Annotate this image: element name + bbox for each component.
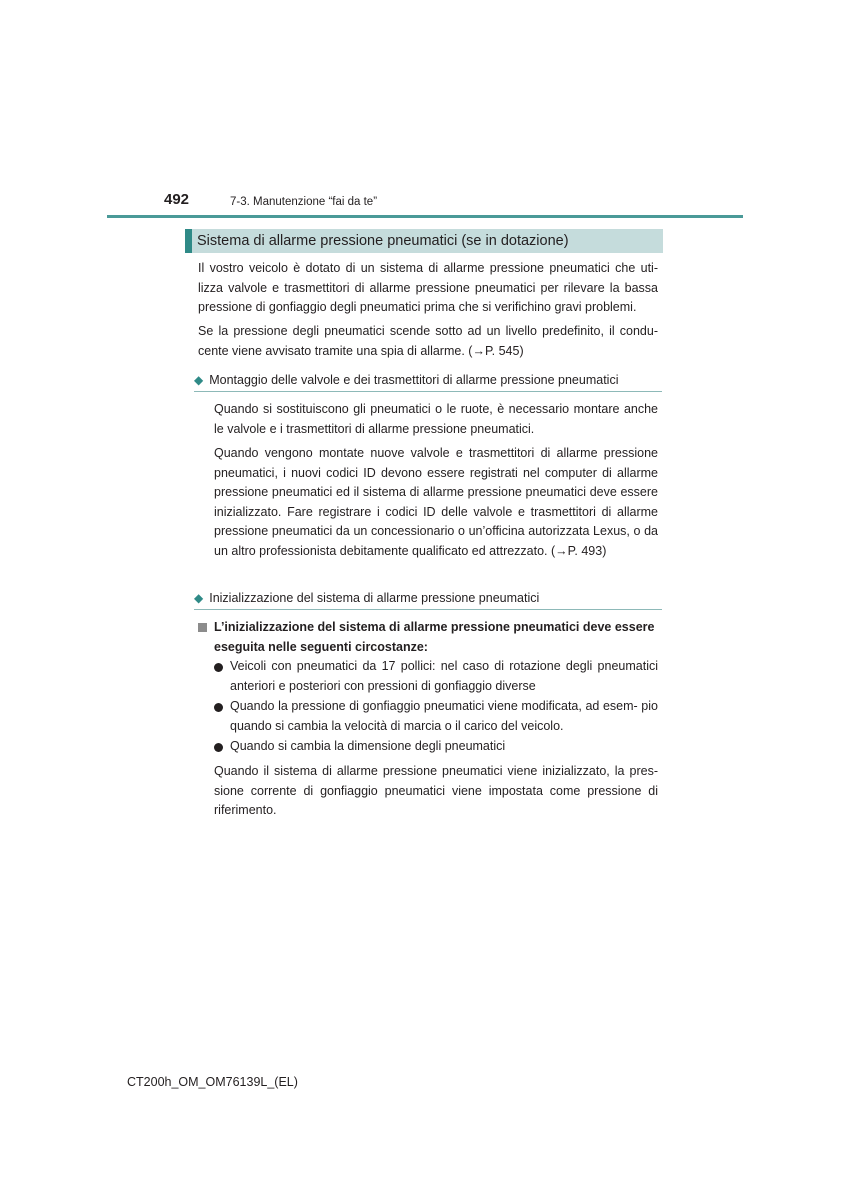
diamond-icon: ◆	[194, 373, 204, 387]
conditions-heading-text: L’inizializzazione del sistema di allarme pressione pneumatici deve essere eseguita nelle seguenti circostanze:	[214, 620, 655, 654]
section-title-bar	[185, 229, 663, 253]
bullet-dot-icon	[214, 703, 223, 712]
list-item	[214, 697, 658, 736]
section-breadcrumb: 7-3. Manutenzione “fai da te”	[230, 196, 378, 208]
subheading-rule	[194, 391, 662, 392]
bullet-dot-icon	[214, 743, 223, 752]
list-item-text: Quando si cambia la dimensione degli pneumatici	[230, 739, 506, 753]
subheading-install-text: Montaggio delle valvole e dei trasmettitori di allarme pressione pneumatici	[209, 373, 619, 387]
title-accent	[185, 229, 192, 253]
conditions-heading	[198, 618, 658, 657]
page-number: 492	[164, 191, 190, 208]
footer-code: CT200h_OM_OM76139L_(EL)	[127, 1075, 298, 1089]
install-paragraph: Quando si sostituiscono gli pneumatici o le ruote, è necessario montare anche le valvole e i trasmettitori di allarme pressione pneumatici.	[214, 402, 658, 436]
intro-paragraph: Il vostro veicolo è dotato di un sistema di allarme pressione pneumatici che uti- lizza valvole e trasmettitori di allarme pressione pneumatici per rilevare la bassa pressione di gonfiaggio degli pneumatici prima che si verifichino gravi problemi.	[198, 261, 658, 314]
diamond-icon: ◆	[194, 591, 204, 605]
header-rule	[107, 215, 743, 218]
subheading-rule	[194, 609, 662, 610]
bullet-dot-icon	[214, 663, 223, 672]
intro-paragraph: Se la pressione degli pneumatici scende sotto ad un livello predefinito, il condu- cente viene avvisato tramite una spia di allarme. (→P. 545)	[198, 324, 658, 358]
list-item-text: Veicoli con pneumatici da 17 pollici: nel caso di rotazione degli pneumatici anteriori e posteriori con pressioni di gonfiaggio diverse	[230, 659, 658, 693]
list-item	[214, 737, 658, 757]
subheading-install	[194, 371, 618, 389]
square-bullet-icon	[198, 623, 207, 632]
section-title: Sistema di allarme pressione pneumatici (se in dotazione)	[197, 233, 569, 249]
closing-paragraph: Quando il sistema di allarme pressione pneumatici viene inizializzato, la pres- sione corrente di gonfiaggio pneumatici viene impostata come pressione di riferimento.	[214, 764, 658, 817]
subheading-init-text: Inizializzazione del sistema di allarme pressione pneumatici	[209, 591, 540, 605]
list-item-text: Quando la pressione di gonfiaggio pneumatici viene modificata, ad esem- pio quando si cambia la velocità di marcia o il carico del veicolo.	[230, 699, 658, 733]
install-paragraph: Quando vengono montate nuove valvole e trasmettitori di allarme pressione pneumatici, i nuovi codici ID devono essere registrati nel computer di allarme pressione pneumatici ed il sistema di allarme pressione pneumatici deve essere inizializzato. Fare registrare i codici ID delle valvole e trasmettitori di allarme pressione pneumatici da un concessionario o un’officina autorizzata Lexus, o da un altro professionista debitamente qualificato ed attrezzato. (→P. 493)	[214, 446, 658, 558]
list-item	[214, 657, 658, 696]
subheading-init	[194, 589, 539, 607]
